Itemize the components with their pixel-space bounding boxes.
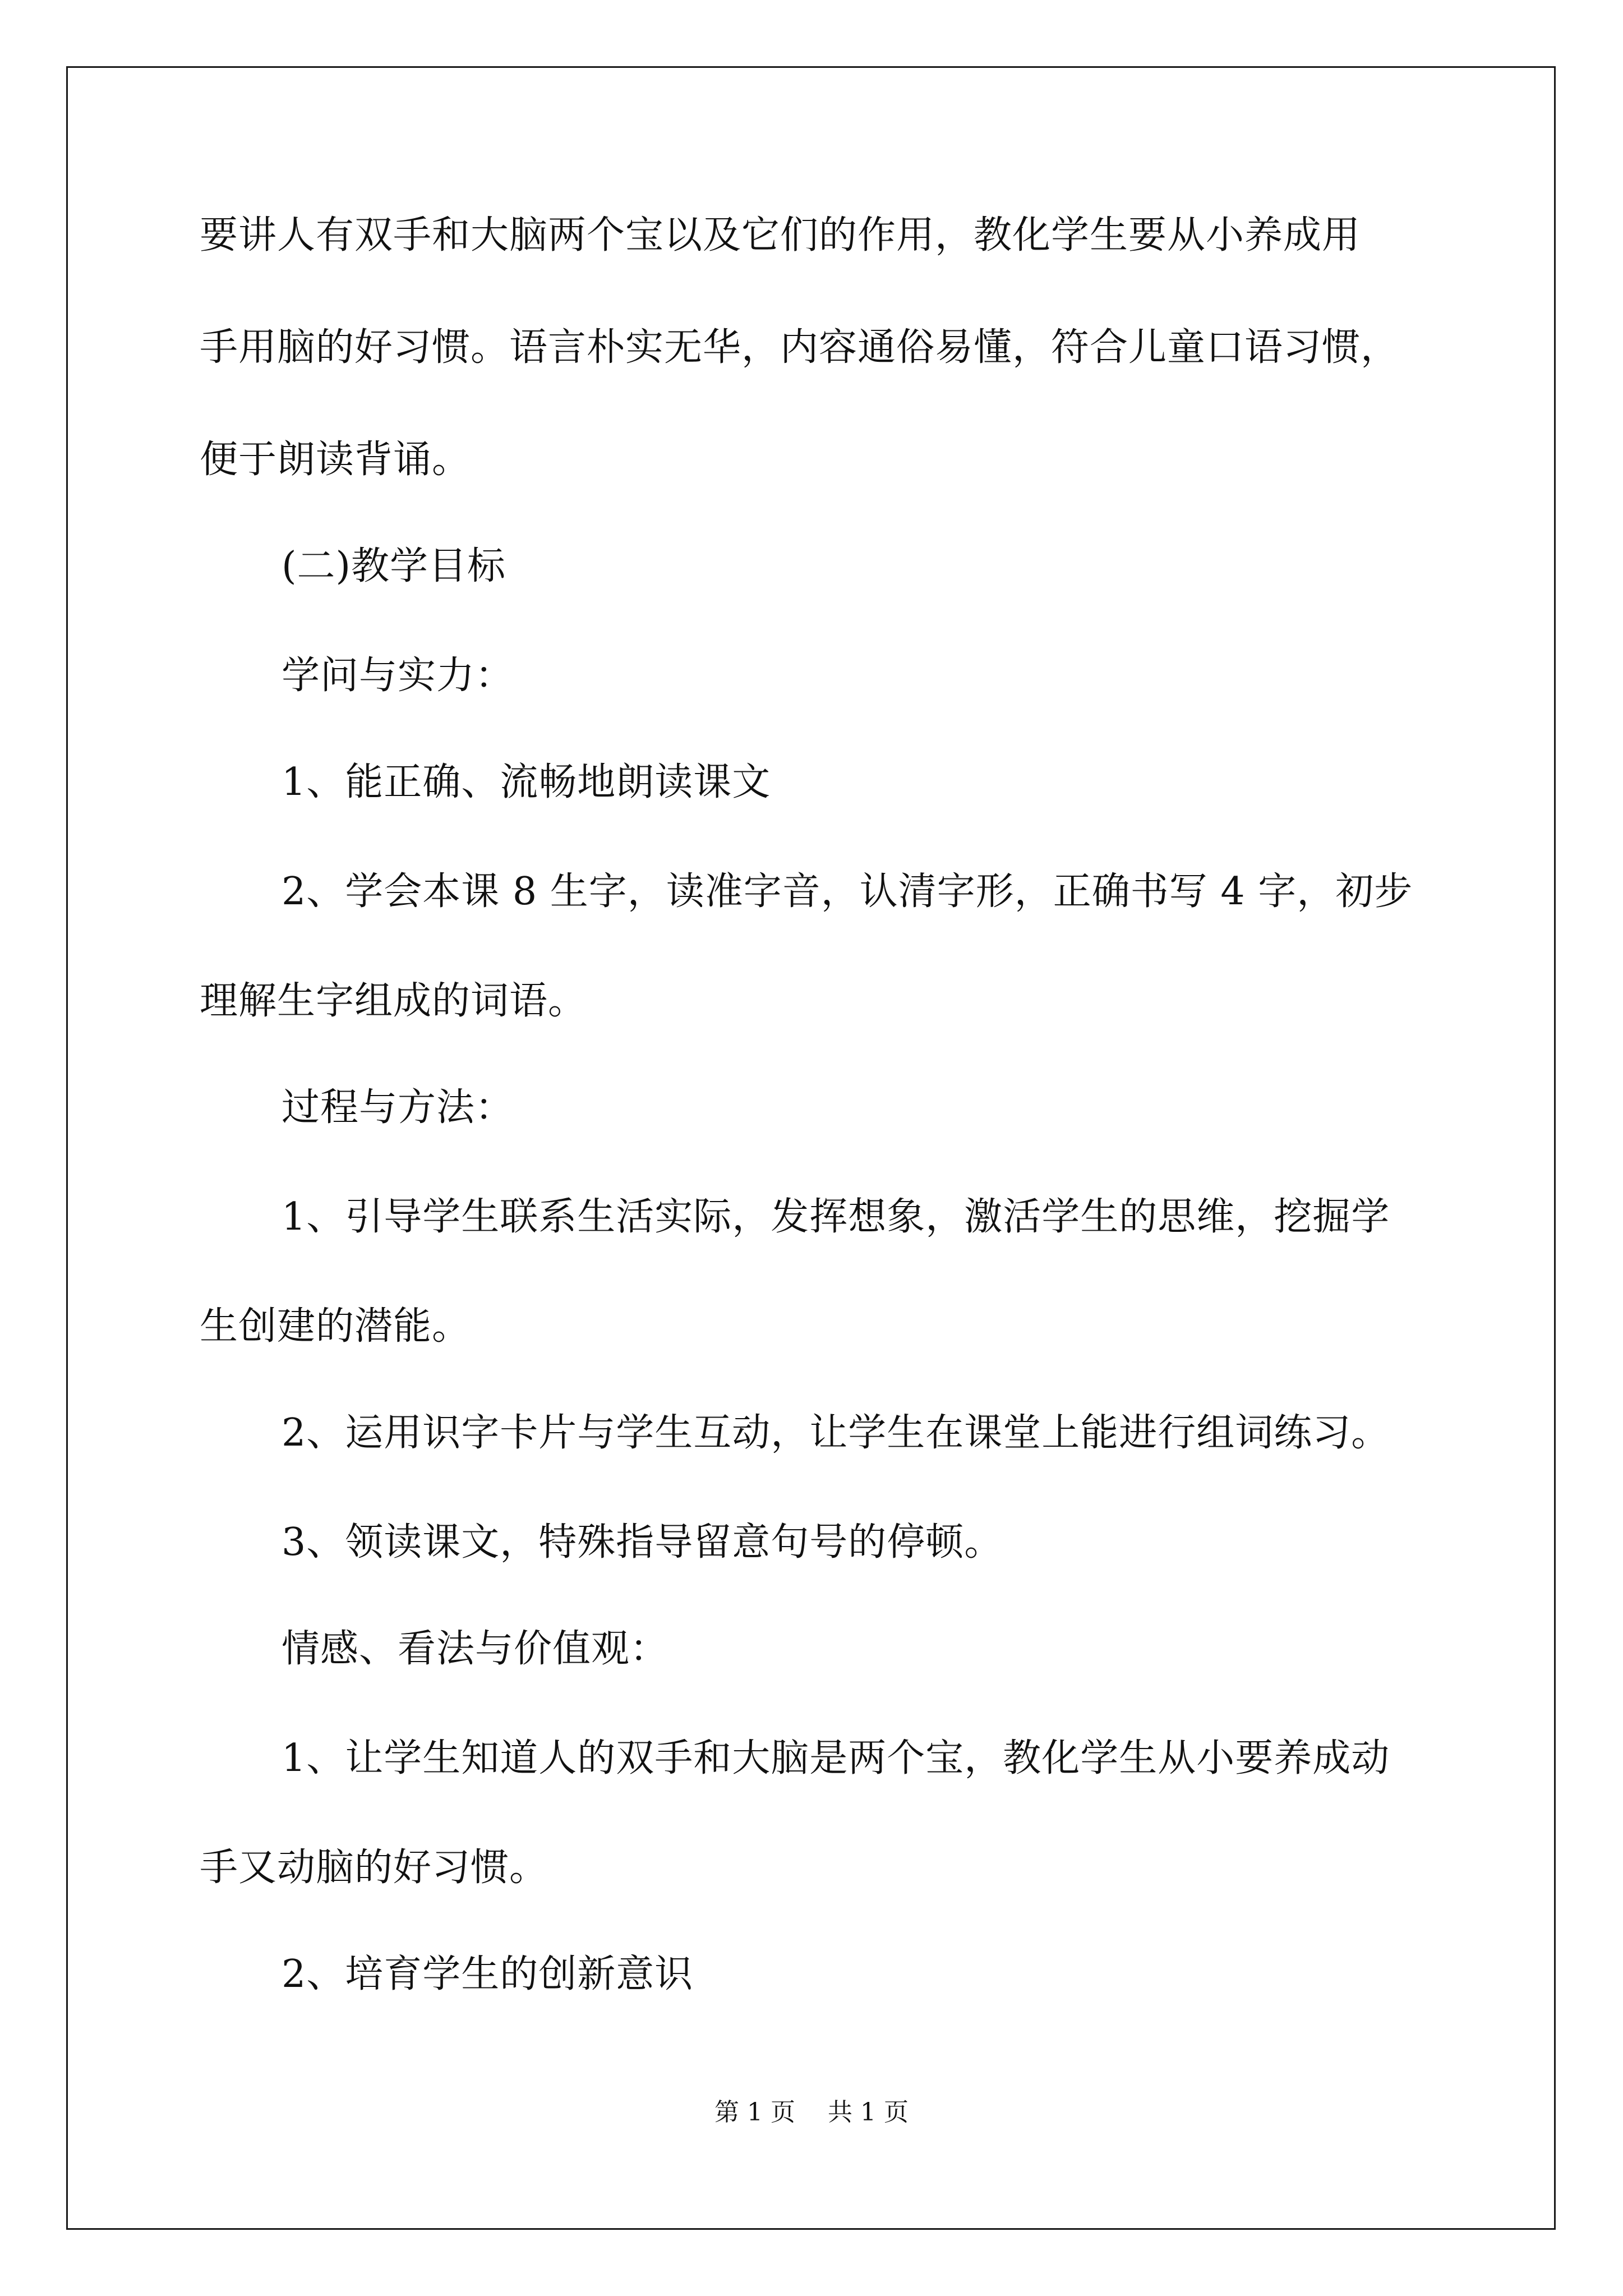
body-line: 2、学会本课 8 生字，读准字音，认清字形，正确书写 4 字，初步: [282, 869, 1413, 914]
subheading: 过程与方法：: [282, 1085, 514, 1130]
body-line: 手用脑的好习惯。语言朴实无华，内容通俗易懂，符合儿童口语习惯，: [200, 325, 1400, 370]
body-line: 手又动脑的好习惯。: [200, 1846, 548, 1890]
page-number-footer: 第 1 页 共 1 页: [714, 2098, 909, 2127]
body-line: 2、培育学生的创新意识: [282, 1952, 694, 1996]
body-line: 2、运用识字卡片与学生互动，让学生在课堂上能进行组词练习。: [282, 1411, 1390, 1455]
body-line: 1、让学生知道人的双手和大脑是两个宝，教化学生从小要养成动: [282, 1736, 1390, 1780]
page-border: [66, 66, 1556, 2230]
body-line: 生创建的潜能。: [200, 1304, 471, 1349]
body-line: 理解生字组成的词语。: [200, 979, 587, 1023]
section-heading: (二)教学目标: [282, 544, 506, 588]
subheading: 情感、看法与价值观：: [282, 1627, 669, 1671]
body-line: 1、能正确、流畅地朗读课文: [282, 760, 771, 804]
body-line: 1、引导学生联系生活实际，发挥想象，激活学生的思维，挖掘学: [282, 1195, 1390, 1239]
body-line: 要讲人有双手和大脑两个宝以及它们的作用，教化学生要从小养成用: [200, 213, 1361, 257]
body-line: 便于朗读背诵。: [200, 438, 471, 482]
subheading: 学问与实力：: [282, 654, 514, 698]
body-line: 3、领读课文，特殊指导留意句号的停顿。: [282, 1520, 1003, 1565]
